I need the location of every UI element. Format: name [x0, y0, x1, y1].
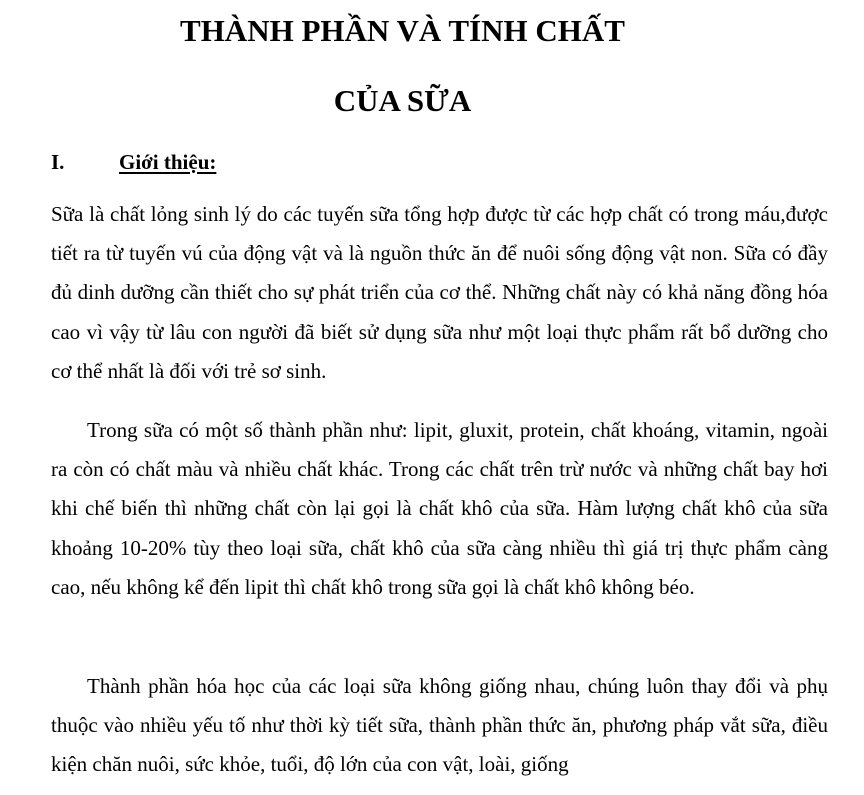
paragraph-chemical-composition: Thành phần hóa học của các loại sữa không giống nhau, chúng luôn thay đổi và phụ thuộc vào nhiều yếu tố như thời kỳ tiết sữa, thành phần thức ăn, phương pháp vắt sữa, điều kiện chăn nuôi, sức khỏe, tuổi, độ lớn của con vật, loài, giống — [51, 674, 828, 777]
section-heading — [51, 148, 216, 176]
document-title-line-1: THÀNH PHẦN VÀ TÍNH CHẤT — [180, 13, 625, 48]
section-title: Giới thiệu: — [119, 150, 217, 174]
paragraph-components: Trong sữa có một số thành phần như: lipit, gluxit, protein, chất khoáng, vitamin, ngoài ra còn có chất màu và nhiều chất khác. Trong các chất trên trừ nước và những chất bay hơi khi chế biến thì những chất còn lại gọi là chất khô của sữa. Hàm lượng chất khô của sữa khoảng 10-20% tùy theo loại sữa, chất khô của sữa càng nhiều thì giá trị thực phẩm càng cao, nếu không kể đến lipit thì chất khô trong sữa gọi là chất khô không béo. — [51, 418, 828, 599]
paragraph-intro: Sữa là chất lỏng sinh lý do các tuyến sữa tổng hợp được từ các hợp chất có trong máu,được tiết ra từ tuyến vú của động vật và là nguồn thức ăn để nuôi sống động vật non. Sữa có đầy đủ dinh dưỡng cần thiết cho sự phát triển của cơ thể. Những chất này có khả năng đồng hóa cao vì vậy từ lâu con người đã biết sử dụng sữa như một loại thực phẩm rất bổ dưỡng cho cơ thể nhất là đối với trẻ sơ sinh. — [51, 202, 828, 383]
document-title-line-2: CỦA SỮA — [333, 83, 472, 118]
section-number: I. — [51, 150, 65, 174]
